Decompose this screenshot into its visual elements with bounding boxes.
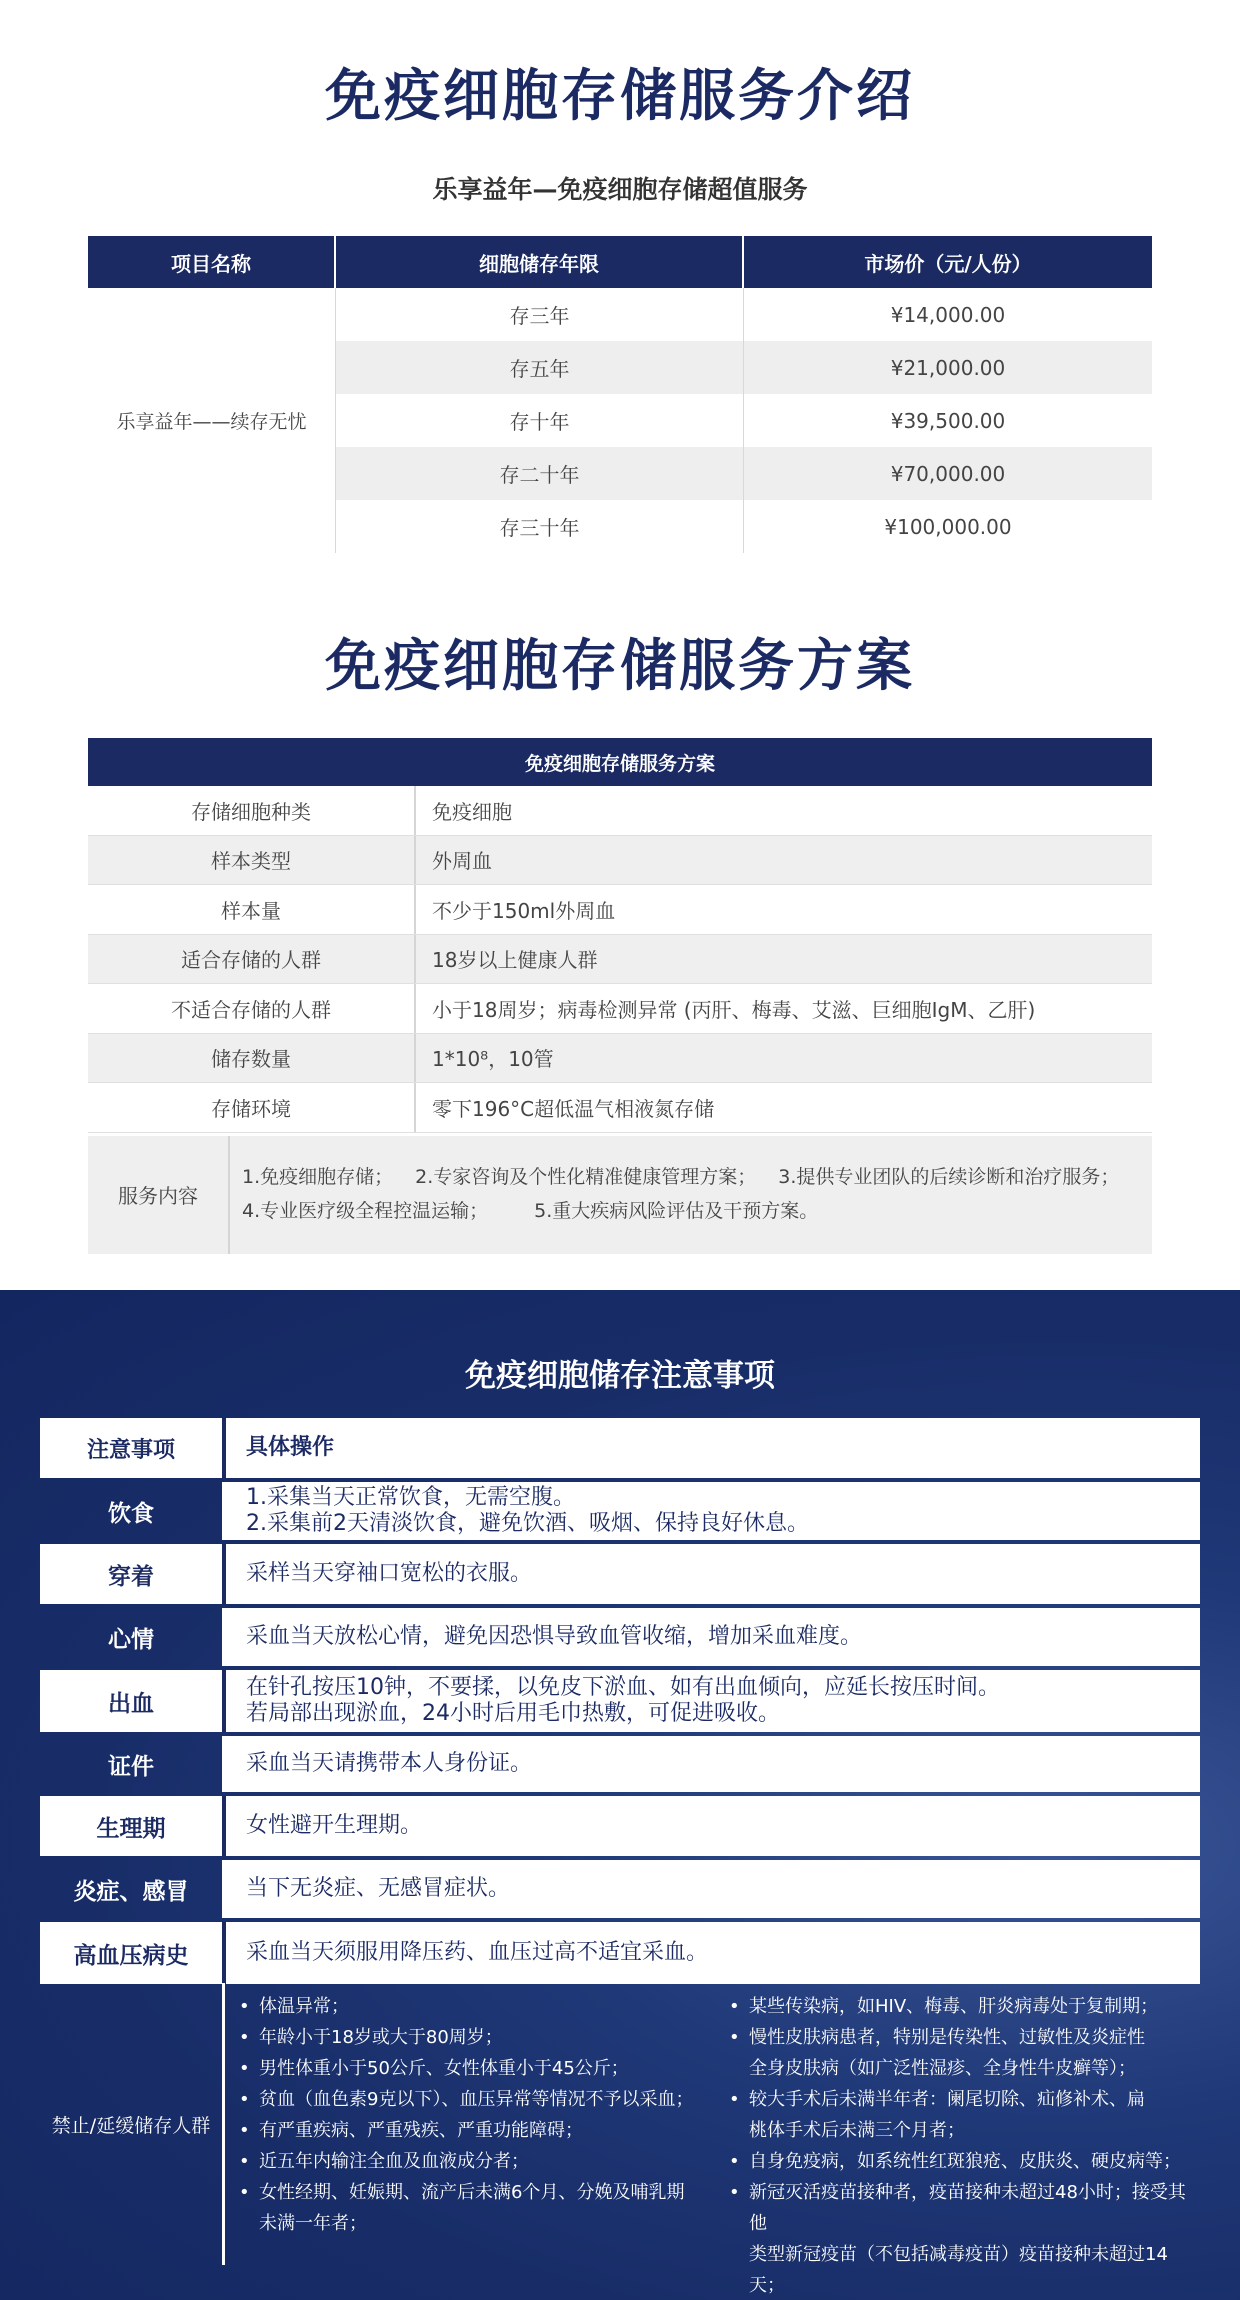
notice-item: 穿着	[40, 1544, 222, 1604]
row-label: 样本量	[88, 885, 416, 934]
table-row	[88, 885, 1152, 935]
operation-line: 女性避开生理期。	[246, 1813, 423, 1838]
table-row	[88, 1034, 1152, 1084]
notice-operation	[226, 1736, 1200, 1792]
price-table	[88, 236, 1152, 553]
list-item: • 慢性皮肤病患者，特别是传染性、过敏性及炎症性	[725, 2022, 1195, 2053]
table-row	[40, 1608, 1200, 1666]
notice-operation	[226, 1922, 1200, 1984]
service-item: 3.提供专业团队的后续诊断和治疗服务；	[778, 1165, 1120, 1188]
notice-item: 饮食	[108, 1500, 154, 1527]
price-cell: ¥100,000.00	[884, 514, 1012, 539]
intro-subtitle: 乐享益年—免疫细胞存储超值服务	[432, 175, 808, 204]
operation-line: 若局部出现淤血，24小时后用毛巾热敷，可促进吸收。	[246, 1701, 780, 1726]
operation-line: 采血当天须服用降压药、血压过高不适宜采血。	[246, 1940, 709, 1965]
header-market-price: 市场价（元/人份）	[744, 236, 1152, 288]
notice-operation	[226, 1670, 1200, 1732]
intro-title: 免疫细胞存储服务介绍	[325, 64, 915, 129]
row-label: 存储环境	[88, 1083, 416, 1132]
operation-line: 采血当天放松心情，避免因恐惧导致血管收缩，增加采血难度。	[246, 1624, 863, 1649]
notice-item: 心情	[108, 1626, 154, 1653]
service-content-value	[230, 1136, 1152, 1254]
list-item: 全身皮肤病（如广泛性湿疹、全身性牛皮癣等）；	[749, 2058, 1136, 2079]
notice-table	[40, 1418, 1200, 1988]
operation-line: 1.采集当天正常饮食，无需空腹。	[246, 1485, 575, 1510]
table-row	[40, 1670, 1200, 1732]
list-item: • 女性经期、妊娠期、流产后未满6个月、分娩及哺乳期	[235, 2177, 725, 2208]
list-item: • 自身免疫病，如系统性红斑狼疮、皮肤炎、硬皮病等；	[725, 2146, 1195, 2177]
table-row	[40, 1796, 1200, 1856]
notice-operation	[226, 1860, 1200, 1918]
notice-section	[0, 1290, 1240, 2300]
years-cell: 存三十年	[336, 500, 744, 553]
price-cell: ¥21,000.00	[890, 355, 1006, 380]
list-item: • 某些传染病，如HIV、梅毒、肝炎病毒处于复制期；	[725, 1991, 1195, 2022]
table-row	[336, 394, 1152, 447]
table-row	[40, 1922, 1200, 1984]
table-row	[336, 288, 1152, 341]
notice-operation	[226, 1482, 1200, 1540]
plan-table-title: 免疫细胞存储服务方案	[88, 738, 1152, 786]
years-cell: 存十年	[336, 394, 744, 447]
table-row	[88, 984, 1152, 1034]
row-label: 存储细胞种类	[88, 786, 416, 835]
prohibited-list-right	[725, 1991, 1195, 2296]
notice-title: 免疫细胞储存注意事项	[465, 1358, 775, 1394]
table-row	[40, 1544, 1200, 1604]
price-cell: ¥14,000.00	[890, 302, 1006, 327]
row-value: 外周血	[432, 849, 492, 874]
row-label: 样本类型	[88, 836, 416, 885]
row-label: 储存数量	[88, 1034, 416, 1083]
price-cell: ¥70,000.00	[890, 461, 1006, 486]
row-value: 零下196°C超低温气相液氮存储	[432, 1096, 715, 1121]
list-item: • 年龄小于18岁或大于80周岁；	[235, 2022, 725, 2053]
service-content-row	[88, 1136, 1152, 1254]
list-item: • 近五年内输注全血及血液成分者；	[235, 2146, 725, 2177]
prohibited-population	[40, 1983, 1200, 2296]
row-value: 18岁以上健康人群	[432, 948, 598, 973]
service-item: 2.专家咨询及个性化精准健康管理方案；	[415, 1165, 757, 1188]
notice-item: 高血压病史	[40, 1922, 222, 1984]
notice-header-item: 注意事项	[40, 1418, 222, 1478]
list-item: • 新冠灭活疫苗接种者，疫苗接种未超过48小时；接受其他	[725, 2177, 1195, 2239]
service-item: 4.专业医疗级全程控温运输；	[242, 1199, 489, 1222]
header-storage-years: 细胞储存年限	[336, 236, 744, 288]
table-row	[40, 1482, 1200, 1540]
plan-table	[88, 738, 1152, 1254]
plan-title: 免疫细胞存储服务方案	[325, 634, 915, 699]
table-row	[40, 1860, 1200, 1918]
years-cell: 存二十年	[336, 447, 744, 500]
notice-header-operation: 具体操作	[226, 1418, 1200, 1478]
notice-item: 证件	[108, 1753, 154, 1780]
notice-item: 炎症、感冒	[73, 1878, 189, 1905]
service-item: 1.免疫细胞存储；	[242, 1165, 394, 1188]
list-item: • 较大手术后未满半年者：阑尾切除、疝修补术、扁	[725, 2084, 1195, 2115]
header-item-name: 项目名称	[88, 236, 336, 288]
list-item: 桃体手术后未满三个月者；	[749, 2120, 965, 2141]
table-row	[336, 341, 1152, 394]
list-item: • 贫血（血色素9克以下）、血压异常等情况不予以采血；	[235, 2084, 725, 2115]
service-content-label: 服务内容	[88, 1136, 230, 1254]
row-value: 1*10⁸，10管	[432, 1047, 554, 1072]
table-row	[88, 1083, 1152, 1133]
item-name-cell: 乐享益年——续存无忧	[88, 288, 336, 553]
row-label: 适合存储的人群	[88, 935, 416, 984]
row-label: 不适合存储的人群	[88, 984, 416, 1033]
notice-operation	[226, 1796, 1200, 1856]
prohibited-list-left	[225, 1991, 725, 2265]
years-cell: 存五年	[336, 341, 744, 394]
table-row	[88, 786, 1152, 836]
operation-line: 采样当天穿袖口宽松的衣服。	[246, 1561, 533, 1586]
notice-operation	[226, 1544, 1200, 1604]
notice-header-row	[40, 1418, 1200, 1478]
table-row	[40, 1736, 1200, 1792]
list-item: 未满一年者；	[259, 2213, 367, 2234]
price-cell: ¥39,500.00	[890, 408, 1006, 433]
table-row	[336, 500, 1152, 553]
row-value: 不少于150ml外周血	[432, 898, 616, 923]
operation-line: 2.采集前2天清淡饮食，避免饮酒、吸烟、保持良好休息。	[246, 1511, 809, 1536]
operation-line: 当下无炎症、无感冒症状。	[246, 1876, 511, 1901]
list-item: • 男性体重小于50公斤、女性体重小于45公斤；	[235, 2053, 725, 2084]
list-item: • 有严重疾病、严重残疾、严重功能障碍；	[235, 2115, 725, 2146]
notice-item: 生理期	[40, 1796, 222, 1856]
operation-line: 在针孔按压10钟，不要揉，以免皮下淤血、如有出血倾向，应延长按压时间。	[246, 1675, 1000, 1700]
prohibited-label: 禁止/延缓储存人群	[51, 2114, 211, 2137]
notice-operation	[226, 1608, 1200, 1666]
row-value: 小于18周岁；病毒检测异常 (丙肝、梅毒、艾滋、巨细胞IgM、乙肝)	[432, 997, 1036, 1022]
table-row	[88, 935, 1152, 985]
table-row	[88, 836, 1152, 886]
table-row	[336, 447, 1152, 500]
price-table-header	[88, 236, 1152, 288]
service-item: 5.重大疾病风险评估及干预方案。	[534, 1199, 819, 1222]
list-item: • 体温异常；	[235, 1991, 725, 2022]
list-item: 类型新冠疫苗（不包括减毒疫苗）疫苗接种未超过14天；	[749, 2244, 1168, 2296]
operation-line: 采血当天请携带本人身份证。	[246, 1751, 533, 1776]
row-value: 免疫细胞	[432, 799, 512, 824]
years-cell: 存三年	[336, 288, 744, 341]
notice-item: 出血	[40, 1670, 222, 1732]
